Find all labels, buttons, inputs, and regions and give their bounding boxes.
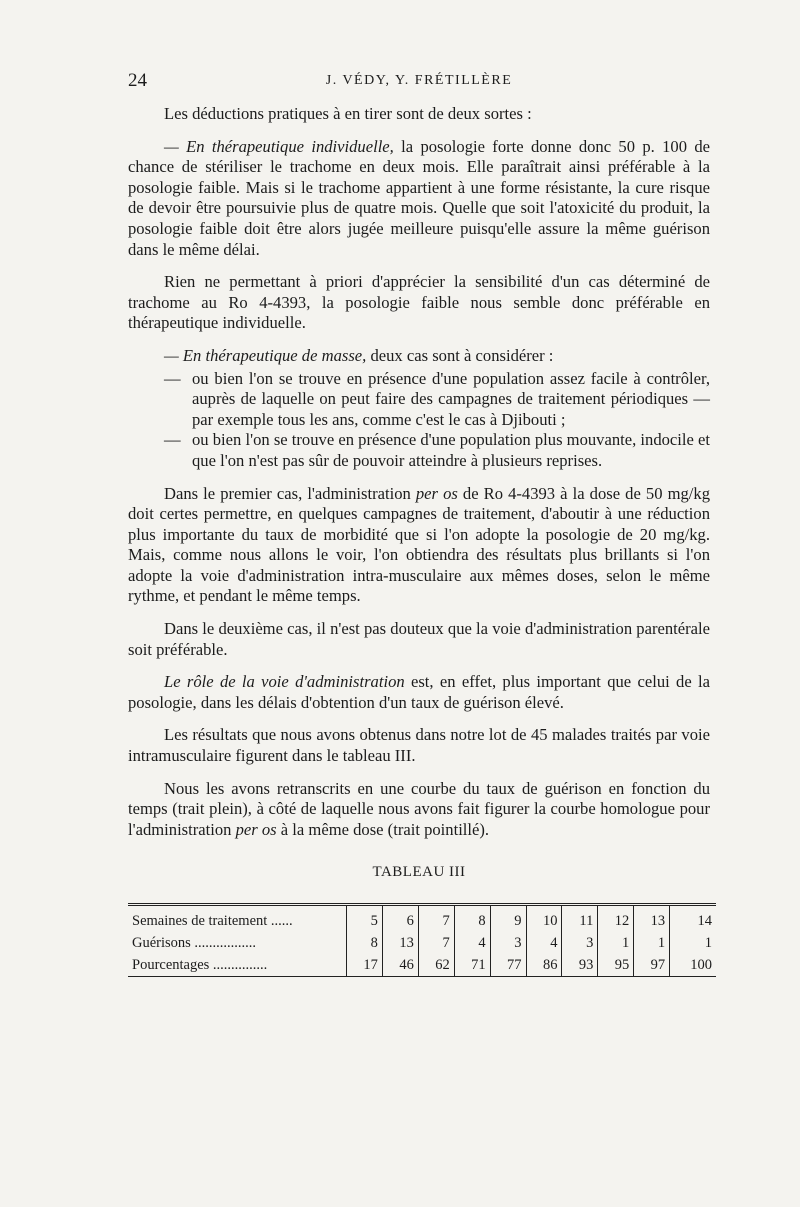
paragraph-text: à la même dose (trait pointillé).: [276, 819, 490, 839]
paragraph: [128, 484, 710, 608]
table-cell: 97: [634, 954, 670, 976]
row-label: Semaines de traitement ......: [132, 913, 293, 929]
italic-phrase: — En thérapeutique de masse,: [164, 345, 367, 365]
table-cell: 17: [347, 954, 383, 976]
dash-mark: —: [164, 368, 181, 388]
row-label: Guérisons .................: [132, 935, 257, 951]
dash-mark: —: [164, 430, 181, 450]
table-row: [128, 932, 716, 954]
table-cell: 5: [347, 906, 383, 932]
paragraph: Dans le deuxième cas, il n'est pas douteux que la voie d'administration parentérale soit préférable.: [128, 619, 710, 659]
page-header: [128, 70, 710, 94]
paragraph-text: deux cas sont à considérer :: [366, 345, 554, 365]
dash-list-item: [128, 430, 710, 471]
table-cell: 14: [670, 906, 716, 932]
dash-item-text: ou bien l'on se trouve en présence d'une population assez facile à contrôler, auprès de laquelle on peut faire des campagnes de traitement périodiques — par exemple tous les ans, comme c'est le cas à Djibouti ;: [192, 368, 710, 429]
table-cell: 12: [598, 906, 634, 932]
paragraph: [128, 137, 710, 261]
table-cell: 13: [634, 906, 670, 932]
table-cell: 6: [382, 906, 418, 932]
table-cell: 11: [562, 906, 598, 932]
table-cell: 8: [454, 906, 490, 932]
table-cell: 4: [526, 932, 562, 954]
paragraph-text: Nous les avons retranscrits en une courbe du taux de guérison en fonction du temps (trait plein), à côté de laquelle nous avons fait figurer la courbe homologue pour l'administration: [128, 778, 710, 839]
paragraph: Les déductions pratiques à en tirer sont de deux sortes :: [164, 104, 532, 123]
body-text: [128, 104, 710, 977]
paragraph-text: de Ro 4-4393 à la dose de 50 mg/kg doit certes permettre, en quelques campagnes de traitement, d'aboutir à une réduction plus importante du taux de morbidité que si l'on adopte la posologie de 20 mg/kg. Mais, comme nous allons le voir, l'on obtiendra des résultats plus brillants si l'on adopte la voie d'administration intra-musculaire aux mêmes doses, selon le même rythme, et pendant le même temps.: [128, 483, 710, 606]
table-row: [128, 906, 716, 932]
dash-item-text: ou bien l'on se trouve en présence d'une population plus mouvante, indocile et que l'on n'est pas sûr de pouvoir atteindre à plusieurs reprises.: [192, 430, 710, 470]
italic-phrase: per os: [415, 483, 458, 503]
table-cell: 86: [526, 954, 562, 976]
table-cell: 1: [634, 932, 670, 954]
table-cell: 3: [490, 932, 526, 954]
italic-phrase: Le rôle de la voie d'administration: [164, 672, 405, 692]
data-table: [128, 906, 716, 976]
table-cell: 3: [562, 932, 598, 954]
table-cell: 4: [454, 932, 490, 954]
table-cell: 1: [670, 932, 716, 954]
table-cell: 62: [418, 954, 454, 976]
paragraph-text: est, en effet, plus important que celui de la posologie, dans les délais d'obtention d'un taux de guérison élevé.: [128, 672, 710, 712]
dash-list-item: [128, 369, 710, 431]
table-frame: [128, 903, 716, 977]
table-caption: TABLEAU III: [372, 864, 466, 881]
table-cell: 46: [382, 954, 418, 976]
table-cell: 100: [670, 954, 716, 976]
table-cell: 10: [526, 906, 562, 932]
italic-phrase: — En thérapeutique individuelle,: [164, 136, 394, 156]
table-cell: 93: [562, 954, 598, 976]
paragraph: [128, 346, 710, 367]
table-cell: 13: [382, 932, 418, 954]
running-title: J. VÉDY, Y. FRÉTILLÈRE: [325, 73, 513, 88]
row-label: Pourcentages ...............: [132, 957, 268, 973]
table-cell: 7: [418, 906, 454, 932]
page-number: 24: [128, 70, 147, 91]
table-cell: 7: [418, 932, 454, 954]
table-cell: 9: [490, 906, 526, 932]
italic-phrase: per os: [235, 819, 277, 839]
paragraph: [128, 779, 710, 841]
paragraph: Les résultats que nous avons obtenus dans notre lot de 45 malades traités par voie intramusculaire figurent dans le tableau III.: [128, 725, 710, 766]
table-cell: 8: [347, 932, 383, 954]
paragraph: [128, 672, 710, 713]
table-cell: 95: [598, 954, 634, 976]
table-row: [128, 954, 716, 976]
table-cell: 71: [454, 954, 490, 976]
paragraph: Rien ne permettant à priori d'apprécier la sensibilité d'un cas déterminé de trachome au Ro 4-4393, la posologie faible nous semble donc préférable en thérapeutique individuelle.: [128, 272, 710, 333]
table-cell: 1: [598, 932, 634, 954]
table-cell: 77: [490, 954, 526, 976]
paragraph-text: Dans le premier cas, l'administration: [164, 483, 416, 503]
paragraph-text: la posologie forte donne donc 50 p. 100 de chance de stériliser le trachome en deux mois. Elle paraîtrait ainsi préférable à la posologie faible. Mais si le trachome appartient à une forme résistante, la cure risque de devoir être poursuivie plus de quatre mois. Quelle que soit l'atoxicité du produit, la posologie faible doit être alors jugée meilleure puisqu'elle assure la même guérison dans le même délai.: [128, 136, 710, 259]
